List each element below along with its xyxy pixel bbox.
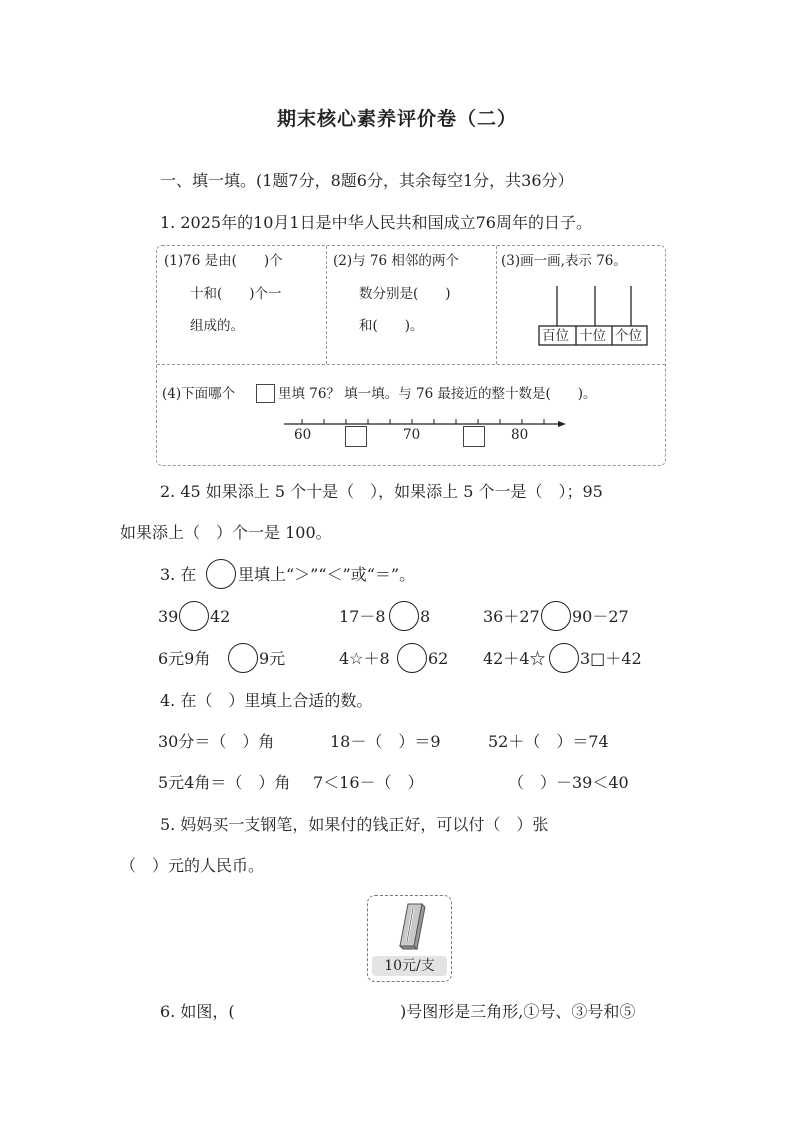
answer-square — [256, 384, 275, 403]
q4-item: 18－（ ）＝9 — [330, 732, 441, 751]
answer-circle — [228, 643, 258, 673]
q3-stem-a: 3. 在 — [160, 565, 197, 584]
answer-circle — [389, 601, 419, 631]
q5-line2: （ ）元的人民币。 — [120, 856, 265, 875]
q5-line1: 5. 妈妈买一支钢笔，如果付的钱正好，可以付（ ）张 — [160, 815, 549, 834]
q3-stem-b: 里填上“＞”“＜”或“＝”。 — [238, 565, 416, 584]
answer-circle — [179, 601, 209, 631]
q3-item-left: 42＋4☆ — [483, 649, 546, 668]
q4-stem: 4. 在（ ）里填上合适的数。 — [160, 691, 373, 710]
tick-label-60: 60 — [294, 427, 312, 443]
q3-item-left: 4☆＋8 — [339, 649, 390, 668]
answer-circle — [541, 601, 571, 631]
q3-item-right: 90－27 — [572, 607, 629, 626]
answer-circle — [549, 643, 579, 673]
q1-part2-line3: 和( )。 — [359, 318, 424, 334]
tick-label-80: 80 — [511, 427, 529, 443]
q3-item-left: 6元9角 — [158, 649, 211, 668]
pen-price-card — [367, 895, 452, 982]
q6-line1-b: )号图形是三角形,①号、③号和⑤ — [400, 1002, 636, 1021]
q1-part4-text-b: 里填 76？ 填一填。与 76 最接近的整十数是( )。 — [278, 386, 597, 402]
q1-part1-line1: (1)76 是由( )个 — [164, 253, 283, 269]
q2-line2: 如果添上（ ）个一是 100。 — [120, 523, 332, 542]
q4-item: 52＋（ ）＝74 — [488, 732, 609, 751]
pen-box-icon — [394, 902, 428, 952]
tick-label-70: 70 — [403, 427, 421, 443]
divider — [496, 246, 497, 364]
q3-item-left: 36＋27 — [483, 607, 540, 626]
section-heading: 一、填一填。(1题7分，8题6分，其余每空1分，共36分） — [160, 171, 574, 190]
q3-item-right: 9元 — [259, 649, 286, 668]
price-label: 10元/支 — [372, 956, 447, 976]
q3-item-left: 17－8 — [339, 607, 386, 626]
q1-part4-text-a: (4)下面哪个 — [162, 386, 236, 402]
q3-item-right: 62 — [428, 649, 449, 668]
q1-part1-line3: 组成的。 — [190, 318, 244, 334]
page-title: 期末核心素养评价卷（二） — [276, 108, 517, 130]
abacus-label-hundreds: 百位 — [542, 328, 569, 344]
answer-square — [345, 426, 367, 447]
q4-item: （ ）－39＜40 — [508, 773, 629, 792]
q4-item: 7＜16－（ ） — [313, 773, 424, 792]
answer-circle — [397, 643, 427, 673]
q3-item-left: 39 — [158, 607, 179, 626]
q3-item-right: 8 — [420, 607, 431, 626]
divider — [326, 246, 327, 364]
q1-part3-text: (3)画一画,表示 76。 — [501, 253, 627, 269]
q3-item-right: 3□＋42 — [580, 649, 642, 668]
q1-part2-line2: 数分别是( ) — [359, 286, 451, 302]
answer-circle — [206, 559, 236, 589]
q2-line1: 2. 45 如果添上 5 个十是（ ），如果添上 5 个一是（ ）；95 — [160, 482, 603, 501]
q3-item-right: 42 — [210, 607, 231, 626]
q1-part1-line2: 十和( )个一 — [190, 286, 282, 302]
divider — [157, 364, 665, 365]
abacus-label-ones: 个位 — [615, 328, 642, 344]
abacus-label-tens: 十位 — [579, 328, 606, 344]
q6-line1-a: 6. 如图，( — [160, 1002, 235, 1021]
q4-item: 30分＝（ ）角 — [158, 732, 275, 751]
q4-item: 5元4角＝（ ）角 — [158, 773, 291, 792]
q1-stem: 1. 2025年的10月1日是中华人民共和国成立76周年的日子。 — [160, 213, 592, 232]
abacus — [538, 284, 648, 346]
q1-part2-line1: (2)与 76 相邻的两个 — [333, 253, 459, 269]
answer-square — [463, 426, 485, 447]
